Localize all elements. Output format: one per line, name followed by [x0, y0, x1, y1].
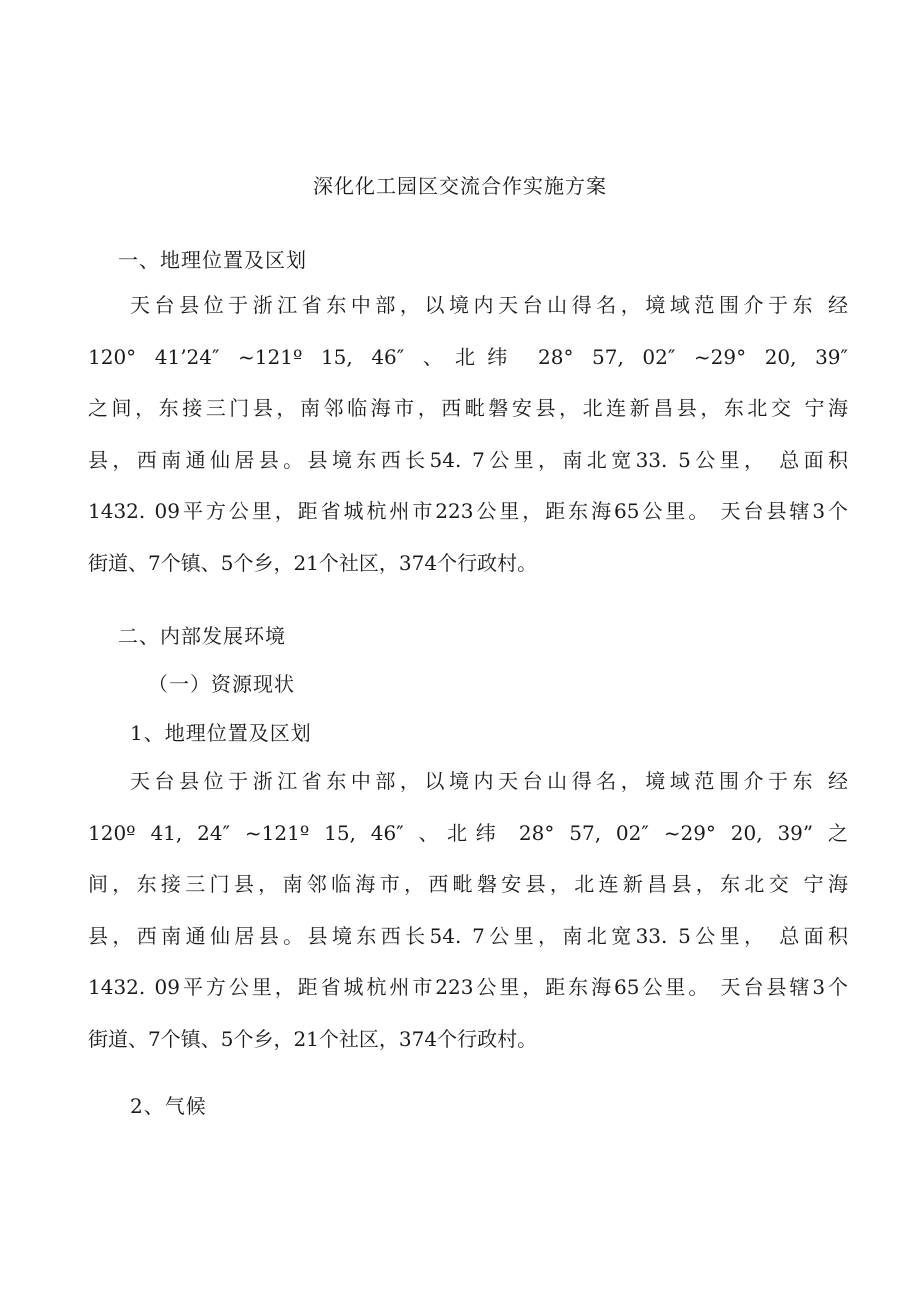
- item-heading-climate: 2、气候: [130, 1094, 207, 1118]
- paragraph-line: 天台县位于浙江省东中部，以境内天台山得名，境域范围介于东 经: [130, 769, 848, 793]
- paragraph-geography-repeat: [88, 756, 848, 1065]
- paragraph-line: 1432. 09平方公里，距省城杭州市223公里，距东海65公里。 天台县辖3个: [88, 499, 848, 523]
- section-heading-internal-environment: 二、内部发展环境: [118, 624, 286, 648]
- document-title: 深化化工园区交流合作实施方案: [313, 174, 607, 198]
- subsection-heading-resources: （一）资源现状: [148, 672, 295, 696]
- paragraph-line: 1432. 09平方公里，距省城杭州市223公里，距东海65公里。 天台县辖3个: [88, 975, 848, 999]
- section-heading-geography: 一、地理位置及区划: [118, 248, 307, 272]
- paragraph-line: 间，东接三门县，南邻临海市，西毗磐安县，北连新昌县，东北交 宁海: [88, 872, 848, 896]
- item-heading-geography: 1、地理位置及区划: [130, 721, 312, 745]
- paragraph-line: 街道、7个镇、5个乡，21个社区，374个行政村。: [88, 1026, 538, 1051]
- paragraph-line: 120º 41, 24″ ~121º 15, 46″ 、北纬 28° 57, 02″ ~29° 20, 39” 之: [88, 820, 848, 845]
- paragraph-geography: [88, 280, 848, 589]
- paragraph-line: 街道、7个镇、5个乡，21个社区，374个行政村。: [88, 550, 538, 575]
- paragraph-line: 县，西南通仙居县。县境东西长54. 7公里，南北宽33. 5公里， 总面积: [88, 923, 848, 948]
- paragraph-line: 天台县位于浙江省东中部，以境内天台山得名，境域范围介于东 经: [130, 293, 848, 317]
- paragraph-line: 县，西南通仙居县。县境东西长54. 7公里，南北宽33. 5公里， 总面积: [88, 447, 848, 472]
- paragraph-line: 之间，东接三门县，南邻临海市，西毗磐安县，北连新昌县，东北交 宁海: [88, 396, 848, 420]
- paragraph-line: 120° 41’24″ ~121º 15, 46″ 、北纬 28° 57, 02″ ~29° 20, 39″: [88, 344, 848, 369]
